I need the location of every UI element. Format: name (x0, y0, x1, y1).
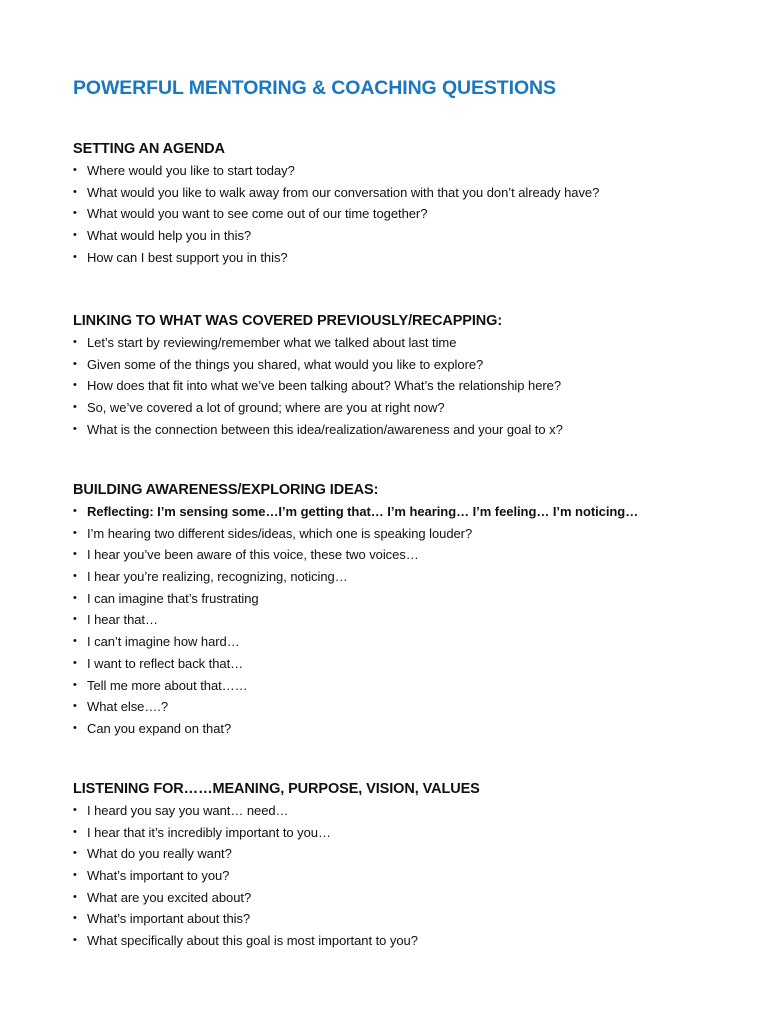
bullet-icon: • (73, 825, 77, 838)
section-heading: BUILDING AWARENESS/EXPLORING IDEAS: (73, 482, 379, 498)
question-text: What would help you in this? (87, 228, 252, 244)
list-item (73, 375, 733, 397)
bullet-icon: • (73, 207, 77, 220)
document-page (73, 76, 733, 949)
question-text: Reflecting: I’m sensing some…I’m getting that… I’m hearing… I’m feeling… I’m noticing… (87, 504, 639, 519)
list-item (73, 397, 733, 419)
list-item (73, 653, 733, 675)
question-text: Let’s start by reviewing/remember what we talked about last time (87, 335, 457, 350)
list-item (73, 609, 733, 631)
list-item (73, 865, 733, 887)
question-text: What specifically about this goal is most important to you? (87, 933, 418, 949)
bullet-icon: • (73, 591, 77, 604)
list-item (73, 160, 733, 182)
bullet-icon: • (73, 847, 77, 860)
bullet-icon: • (73, 548, 77, 561)
list-item (73, 203, 733, 225)
question-text: Can you expand on that? (87, 720, 232, 736)
question-text: I’m hearing two different sides/ideas, which one is speaking louder? (87, 525, 473, 541)
question-text: I can imagine that’s frustrating (87, 590, 259, 606)
question-text: What would you want to see come out of our time together? (87, 206, 428, 222)
bullet-icon: • (73, 505, 77, 517)
bullet-icon: • (73, 678, 77, 691)
list-item (73, 544, 733, 566)
question-text: How does that fit into what we’ve been talking about? What’s the relationship here? (87, 378, 562, 394)
bullet-icon: • (73, 570, 77, 583)
list-item (73, 843, 733, 865)
question-text: What’s important to you? (87, 868, 230, 884)
list-item (73, 588, 733, 610)
list-item (73, 631, 733, 653)
bullet-icon: • (73, 912, 77, 925)
bullet-icon: • (73, 250, 77, 263)
bullet-icon: • (73, 336, 77, 348)
question-text: What’s important about this? (87, 911, 251, 927)
list-item (73, 718, 733, 740)
bullet-icon: • (73, 229, 77, 242)
list-item (73, 419, 733, 441)
list-item (73, 566, 733, 588)
bullet-icon: • (73, 185, 77, 198)
bullet-icon: • (73, 526, 77, 539)
list-item (73, 225, 733, 247)
question-text: I hear that… (87, 612, 158, 628)
bullet-icon: • (73, 401, 77, 414)
page-title: POWERFUL MENTORING & COACHING QUESTIONS (73, 77, 556, 99)
question-text: I hear you’re realizing, recognizing, noticing… (87, 569, 348, 585)
bullet-icon: • (73, 357, 77, 370)
list-item (73, 675, 733, 697)
section-heading: LINKING TO WHAT WAS COVERED PREVIOUSLY/RECAPPING: (73, 313, 503, 329)
question-list (73, 160, 733, 268)
question-text: So, we’ve covered a lot of ground; where are you at right now? (87, 400, 445, 416)
bullet-icon: • (73, 869, 77, 882)
section-heading: SETTING AN AGENDA (73, 141, 225, 157)
list-item (73, 332, 733, 354)
question-list (73, 332, 733, 440)
list-item (73, 822, 733, 844)
list-item (73, 247, 733, 269)
question-text: How can I best support you in this? (87, 249, 288, 265)
bullet-icon: • (73, 700, 77, 713)
bullet-icon: • (73, 934, 77, 947)
bullet-icon: • (73, 804, 77, 816)
list-item (73, 523, 733, 545)
bullet-icon: • (73, 656, 77, 669)
question-list (73, 800, 733, 952)
list-item (73, 800, 733, 822)
list-item (73, 887, 733, 909)
list-item (73, 501, 733, 523)
list-item (73, 908, 733, 930)
question-text: Given some of the things you shared, what would you like to explore? (87, 356, 484, 372)
question-text: I heard you say you want… need… (87, 803, 289, 818)
section-listening-for (73, 778, 733, 952)
question-text: What would you like to walk away from our conversation with that you don’t already have? (87, 184, 600, 200)
bullet-icon: • (73, 721, 77, 734)
bullet-icon: • (73, 890, 77, 903)
section-heading: LISTENING FOR……MEANING, PURPOSE, VISION, VALUES (73, 781, 480, 797)
list-item (73, 696, 733, 718)
question-text: What is the connection between this idea/realization/awareness and your goal to x? (87, 421, 563, 437)
question-text: What are you excited about? (87, 889, 252, 905)
question-list (73, 501, 733, 740)
question-text: I hear that it’s incredibly important to you… (87, 824, 331, 840)
bullet-icon: • (73, 164, 77, 176)
question-text: I can’t imagine how hard… (87, 634, 240, 650)
section-setting-agenda (73, 138, 733, 268)
bullet-icon: • (73, 379, 77, 392)
question-text: What else….? (87, 699, 169, 715)
bullet-icon: • (73, 422, 77, 435)
question-text: I want to reflect back that… (87, 655, 244, 671)
list-item (73, 354, 733, 376)
question-text: I hear you’ve been aware of this voice, these two voices… (87, 547, 419, 563)
list-item (73, 182, 733, 204)
list-item (73, 930, 733, 952)
question-text: What do you really want? (87, 846, 232, 862)
question-text: Where would you like to start today? (87, 163, 295, 178)
section-building-awareness (73, 479, 733, 740)
section-linking-recapping (73, 310, 733, 440)
bullet-icon: • (73, 613, 77, 626)
bullet-icon: • (73, 635, 77, 648)
question-text: Tell me more about that…… (87, 677, 248, 693)
